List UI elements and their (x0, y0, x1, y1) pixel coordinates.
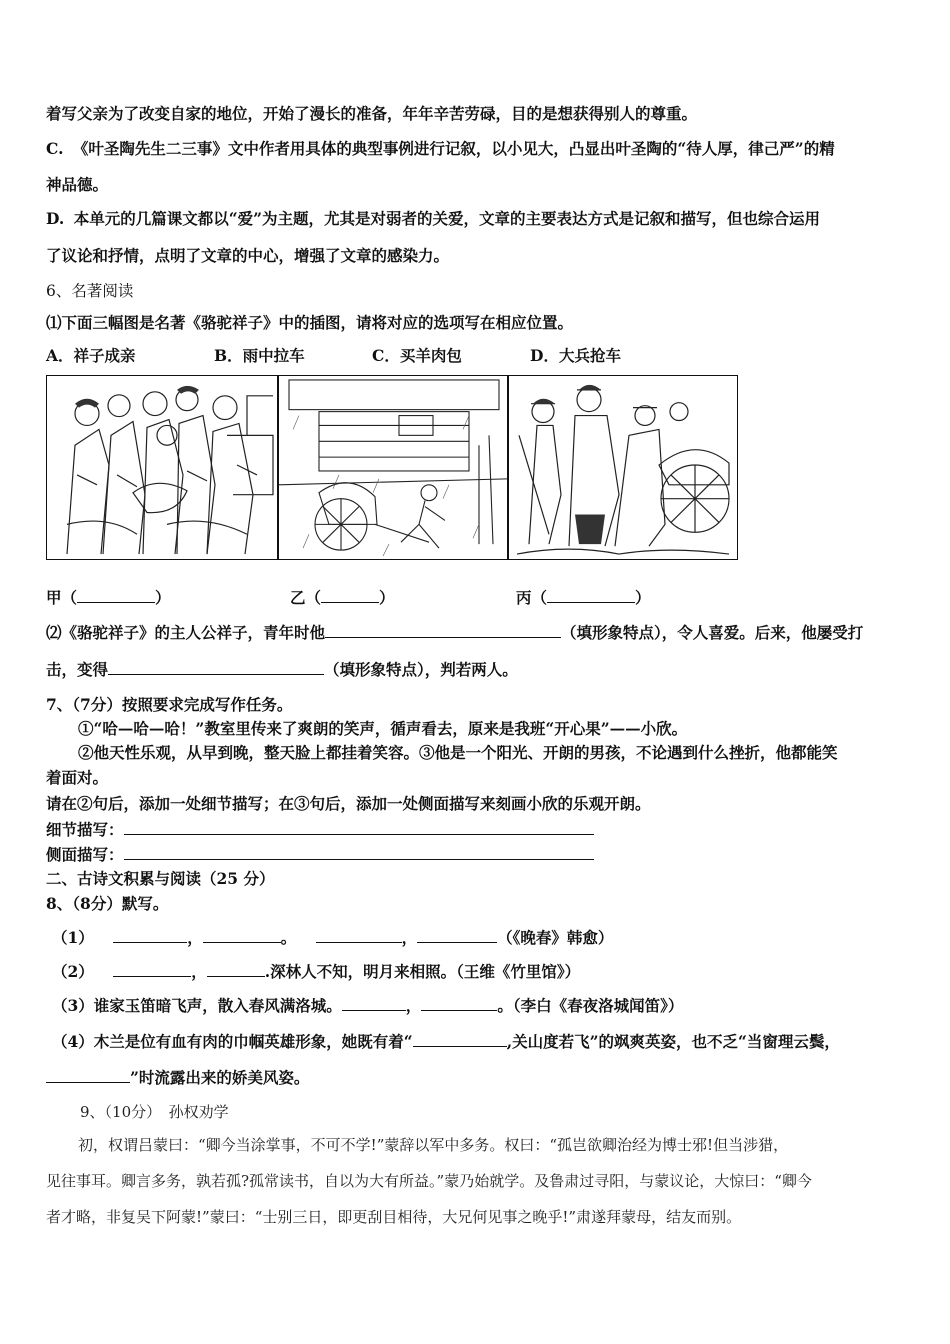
answer-yi-label: 乙（ (290, 588, 322, 607)
comma: ， (405, 996, 422, 1015)
q6-option-c: C．买羊肉包 (372, 346, 462, 365)
poem-blank-4[interactable] (417, 928, 497, 943)
q5-option-c (46, 137, 835, 159)
wedding-scene-drawing (47, 376, 277, 559)
poem-blank-7[interactable] (342, 996, 406, 1011)
q5-option-d-label: D. (46, 209, 65, 228)
q6-option-b: B．雨中拉车 (214, 346, 305, 365)
close-paren: ） (635, 588, 651, 607)
trait-later-blank[interactable] (108, 660, 324, 675)
answer-bing-blank[interactable] (547, 588, 635, 603)
poem-blank-5[interactable] (113, 962, 191, 977)
q5-option-c-line2: 神品德。 (46, 175, 109, 194)
q6-sub2-c: 击，变得 (46, 660, 109, 679)
q5-option-d-text: 本单元的几篇课文都以“爱”为主题，尤其是对弱者的关爱，文章的主要表达方式是记叙和描写，但也综合运用 (73, 209, 821, 228)
q8-item-4-text-c: ”时流露出来的娇美风姿。 (130, 1068, 310, 1087)
answer-yi-blank[interactable] (321, 588, 379, 603)
q6-title: 6、名著阅读 (46, 282, 134, 300)
answer-yi (290, 586, 395, 608)
q6-sub1: ⑴下面三幅图是名著《骆驼祥子》中的插图，请将对应的选项写在相应位置。 (46, 313, 574, 332)
q5-option-c-label: C. (46, 139, 64, 158)
close-paren: ） (155, 588, 171, 607)
q8-item-3 (52, 994, 683, 1016)
q6-option-a: A．祥子成亲 (46, 346, 136, 365)
close-paren: ） (379, 588, 395, 607)
illustration-panel-bing (509, 376, 737, 559)
q6-sub2-b: （填形象特点），令人喜爱。后来，他屡受打 (561, 623, 864, 642)
illustration-panel-yi (279, 376, 507, 559)
q8-item-1-source: （《晚春》韩愈） (497, 928, 614, 947)
answer-bing-label: 丙（ (516, 588, 548, 607)
q7-task: 请在②句后，添加一处细节描写；在③句后，添加一处侧面描写来刻画小欣的乐观开朗。 (46, 794, 651, 813)
q8-item-2-text: .深林人不知，明月来相照。（王维《竹里馆》） (264, 962, 581, 981)
q6-sub2-a: ⑵《骆驼祥子》的主人公祥子，青年时他 (46, 623, 326, 642)
q7-paragraph-2: ②他天性乐观，从早到晚，整天脸上都挂着笑容。③他是一个阳光、开朗的男孩，不论遇到什么挫折，他都能笑 (78, 743, 838, 762)
q5-option-b-continuation: 着写父亲为了改变自家的地位，开始了漫长的准备，年年辛苦劳碌，目的是想获得别人的尊重。 (46, 104, 698, 123)
q7-title: 7、（7分）按照要求完成写作任务。 (46, 695, 293, 714)
detail-description-input[interactable] (124, 820, 594, 835)
q7-side-label: 侧面描写： (46, 845, 124, 864)
q5-option-c-text: 《叶圣陶先生二三事》文中作者用具体的典型事例进行记叙，以小见大，凸显出叶圣陶的“待人厚，律己严”的精 (72, 139, 835, 158)
q6-sub2-d: （填形象特点），判若两人。 (324, 660, 518, 679)
q6-sub2 (46, 621, 863, 643)
q7-side-row (46, 843, 594, 865)
comma: ， (401, 928, 418, 947)
rickshaw-in-rain-drawing (279, 376, 507, 559)
q7-paragraph-3: 着面对。 (46, 768, 109, 787)
q7-detail-row (46, 818, 594, 840)
period: 。 (280, 928, 297, 947)
q8-item-1-number: （1） (52, 928, 94, 947)
answer-bing (516, 586, 651, 608)
q8-item-1 (52, 926, 613, 948)
q8-item-2-number: （2） (52, 962, 94, 981)
poem-blank-2[interactable] (203, 928, 281, 943)
q9-text-line-3: 者才略，非复吴下阿蒙!”蒙曰：“士别三日，即更刮目相待，大兄何见事之晚乎!”肃遂拜蒙母，结友而别。 (46, 1208, 742, 1226)
comma: ， (187, 928, 203, 947)
q9-text-line-1: 初，权谓吕蒙曰：“卿今当涂掌事，不可不学!”蒙辞以军中多务。权曰：“孤岂欲卿治经为博士邪!但当涉猎， (78, 1136, 789, 1154)
answer-jia (46, 586, 171, 608)
illustration-panel-jia (47, 376, 277, 559)
poem-blank-1[interactable] (113, 928, 187, 943)
q7-detail-label: 细节描写： (46, 820, 124, 839)
q6-option-d: D．大兵抢车 (530, 346, 621, 365)
poem-blank-3[interactable] (316, 928, 402, 943)
q5-option-d-line2: 了议论和抒情，点明了文章的中心，增强了文章的感染力。 (46, 246, 450, 265)
poem-blank-6[interactable] (207, 962, 265, 977)
side-description-input[interactable] (124, 845, 594, 860)
q8-item-4-text-b: ,关山度若飞”的飒爽英姿，也不乏“当窗理云鬓， (506, 1032, 840, 1051)
q8-item-3-source: 。（李白《春夜洛城闻笛》） (497, 996, 684, 1015)
answer-jia-label: 甲（ (46, 588, 78, 607)
poem-blank-10[interactable] (46, 1068, 130, 1083)
q8-item-4 (52, 1030, 840, 1052)
poem-blank-9[interactable] (413, 1032, 507, 1047)
xiangzi-illustration-figure (46, 375, 738, 560)
section-2-title: 二、古诗文积累与阅读（25 分） (46, 869, 275, 888)
q9-title: 9、（10分） 孙权劝学 (80, 1103, 229, 1121)
soldiers-seize-rickshaw-drawing (509, 376, 737, 559)
q8-item-4-line2 (46, 1066, 309, 1088)
poem-blank-8[interactable] (421, 996, 497, 1011)
q8-item-3-text: （3）谁家玉笛暗飞声，散入春风满洛城。 (52, 996, 342, 1015)
q5-option-d (46, 207, 820, 229)
q7-paragraph-1: ①“哈—哈—哈！”教室里传来了爽朗的笑声，循声看去，原来是我班“开心果”——小欣。 (78, 719, 688, 738)
answer-jia-blank[interactable] (77, 588, 155, 603)
trait-young-blank[interactable] (325, 623, 561, 638)
q8-item-2 (52, 960, 580, 982)
q8-item-4-text-a: （4）木兰是位有血有肉的巾帼英雄形象，她既有着“ (52, 1032, 413, 1051)
q8-title: 8、（8分）默写。 (46, 894, 169, 913)
q9-text-line-2: 见往事耳。卿言多务，孰若孤?孤常读书，自以为大有所益。”蒙乃始就学。及鲁肃过寻阳，与蒙议论，大惊曰：“卿今 (46, 1172, 812, 1190)
q6-sub2-line2 (46, 658, 518, 680)
comma: ， (191, 962, 207, 981)
